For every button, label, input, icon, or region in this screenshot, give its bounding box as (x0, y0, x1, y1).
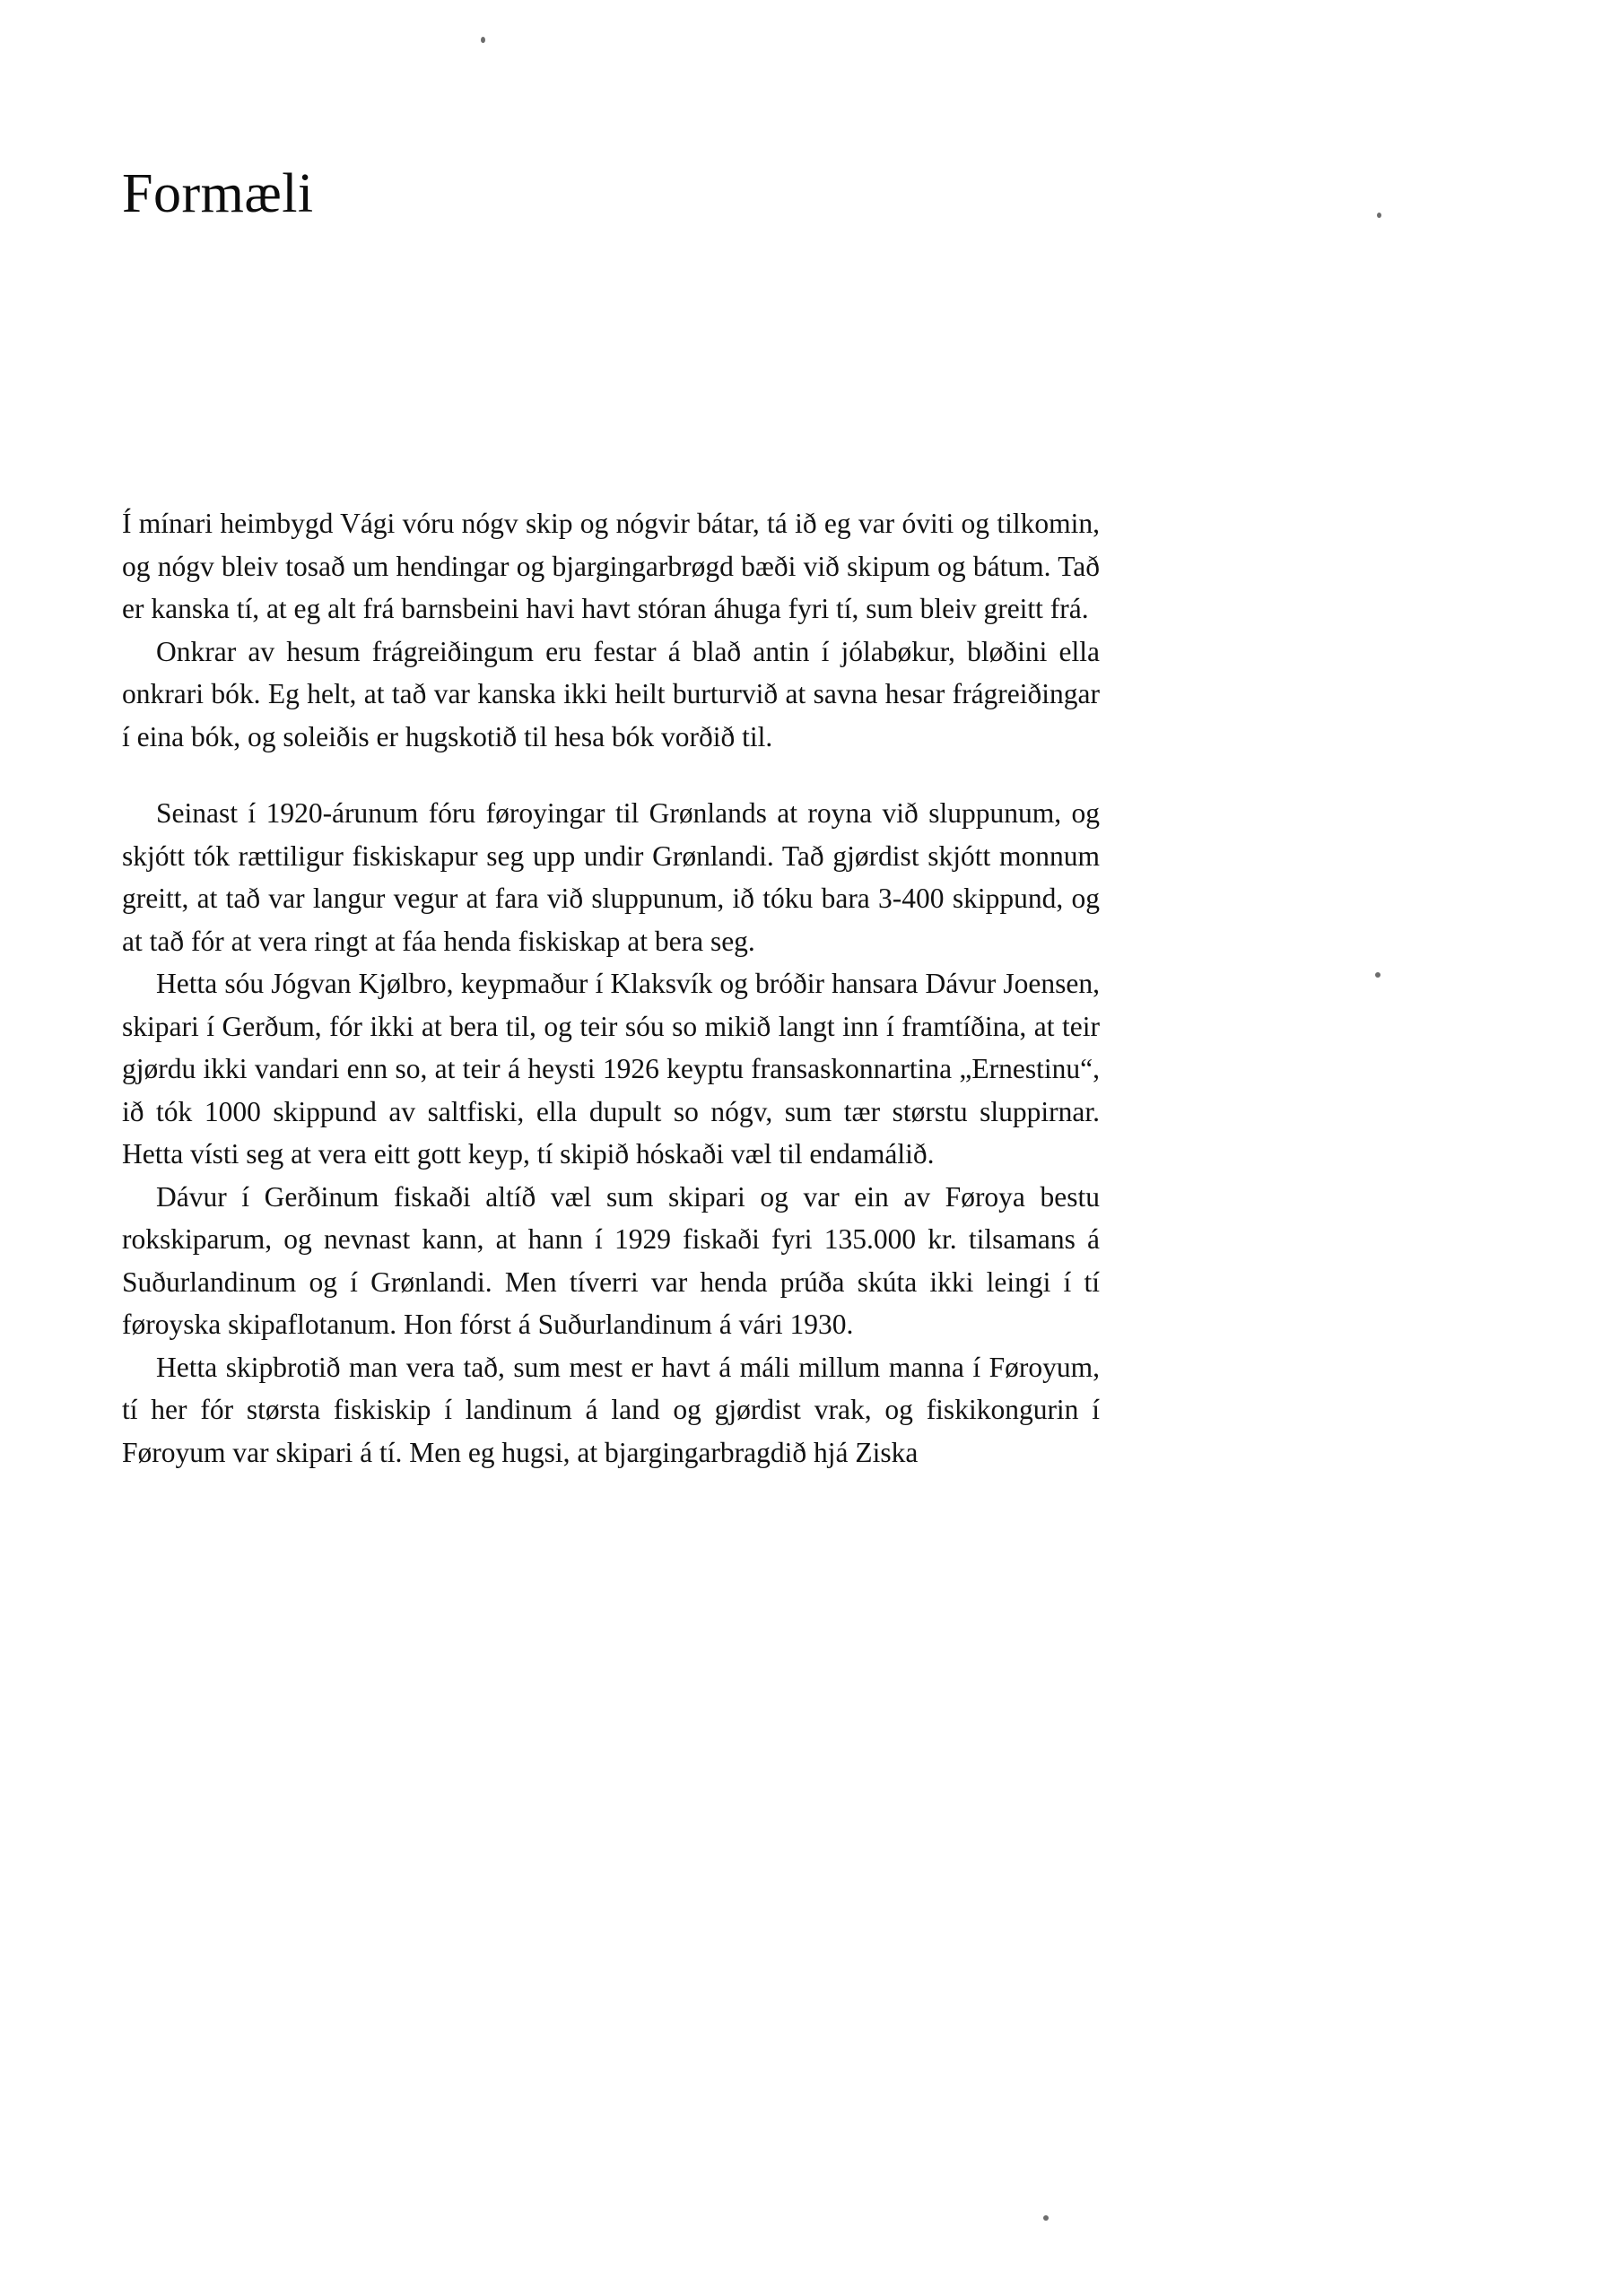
scan-speck (1043, 2215, 1049, 2221)
paragraph: Hetta sóu Jógvan Kjølbro, keypmaður í Klaksvík og bróðir hansara Dávur Joensen, skipari í Gerðum, fór ikki at bera til, og teir sóu so mikið langt inn í framtíðina, at teir gjørdu ikki vandari enn so, at teir á heysti 1926 keyptu fransaskonnartina „Ernestinu“, ið tók 1000 skippund av saltfiski, ella dupult so nógv, sum tær størstu sluppirnar. Hetta vísti seg at vera eitt gott keyp, tí skipið hóskaði væl til endamálið. (122, 968, 1100, 1170)
scan-speck (1375, 972, 1380, 978)
page-content (122, 0, 1100, 1474)
paragraph: Í mínari heimbygd Vági vóru nógv skip og nógvir bátar, tá ið eg var óviti og tilkomin, og nógv bleiv tosað um hendingar og bjargingarbrøgd bæði við skipum og bátum. Tað er kanska tí, at eg alt frá barnsbeini havi havt stóran áhuga fyri tí, sum bleiv greitt frá. (122, 508, 1100, 625)
paragraph: Seinast í 1920-árunum fóru føroyingar til Grønlands at royna við sluppunum, og skjótt tók rættiligur fiskiskapur seg upp undir Grønlandi. Tað gjørdist skjótt monnum greitt, at tað var langur vegur at fara við sluppunum, ið tóku bara 3-400 skippund, og at tað fór at vera ringt at fáa henda fiskiskap at bera seg. (122, 797, 1100, 957)
paragraph: Onkrar av hesum frágreiðingum eru festar á blað antin í jólabøkur, bløðini ella onkrari bók. Eg helt, at tað var kanska ikki heilt burturvið at savna hesar frágreiðingar í eina bók, og soleiðis er hugskotið til hesa bók vorðið til. (122, 635, 1100, 752)
page-title: Formæli (122, 163, 314, 224)
paragraph: Hetta skipbrotið man vera tað, sum mest er havt á máli millum manna í Føroyum, tí her fór størsta fiskiskip í landinum á land og gjørdist vrak, og fiskikongurin í Føroyum var skipari á tí. Men eg hugsi, at bjargingarbragdið hjá Ziska (122, 1351, 1100, 1468)
body-text (122, 502, 1100, 1474)
paragraph: Dávur í Gerðinum fiskaði altíð væl sum skipari og var ein av Føroya bestu rokskiparum, og nevnast kann, at hann í 1929 fiskaði fyri 135.000 kr. tilsamans á Suðurlandinum og í Grønlandi. Men tíverri var henda prúða skúta ikki leingi í tí føroyska skipaflotanum. Hon fórst á Suðurlandinum á vári 1930. (122, 1180, 1100, 1341)
scan-speck (1377, 213, 1381, 218)
